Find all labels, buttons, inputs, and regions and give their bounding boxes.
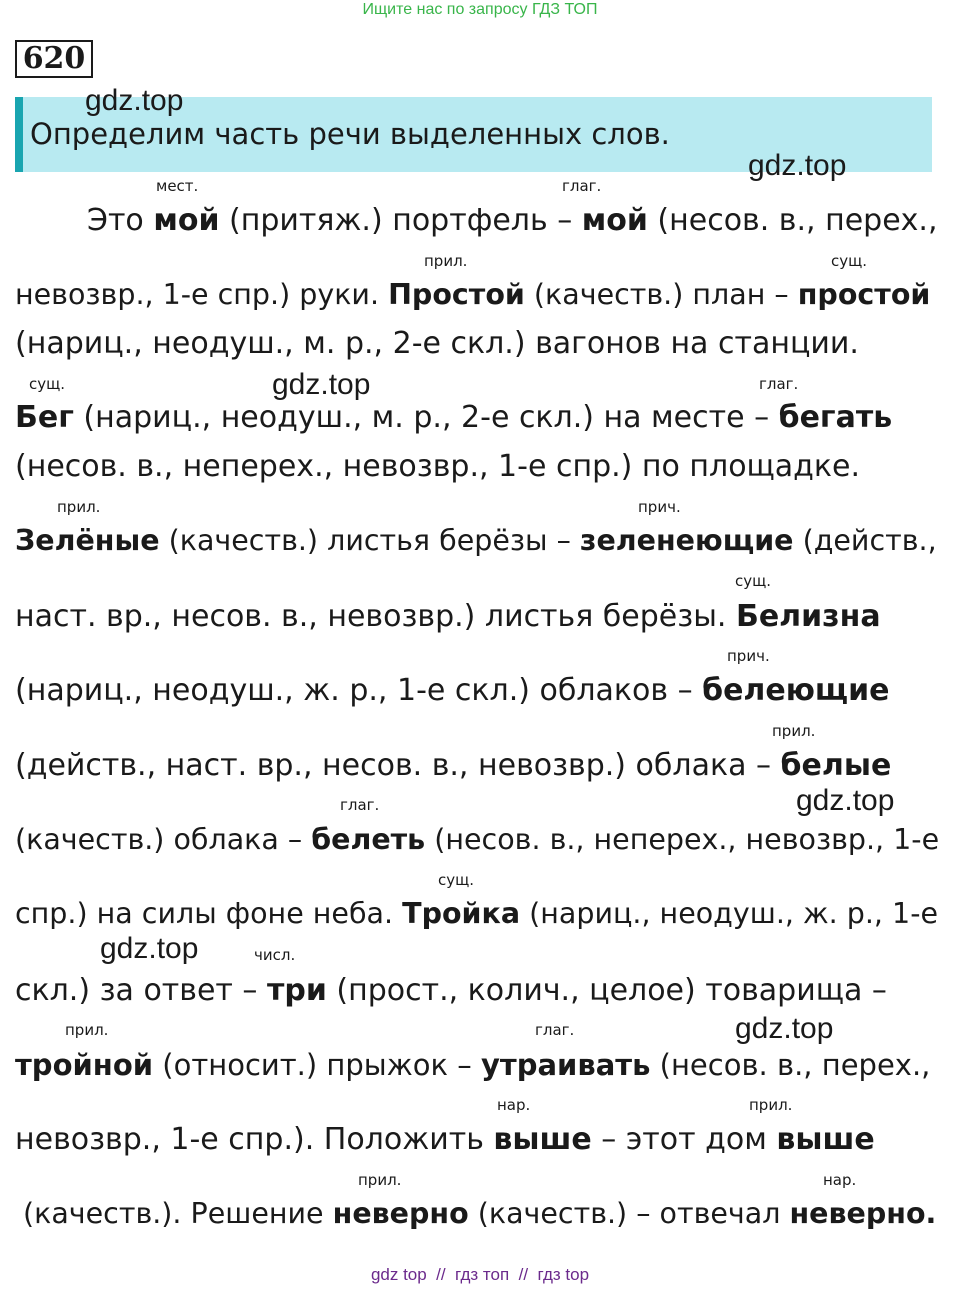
footer-links: gdz top // гдз топ // гдз top	[370, 1265, 590, 1284]
text-line: скл.) за ответ – три (прост., колич., целое) товарища –	[15, 973, 887, 1008]
pos-label: прил.	[358, 1171, 402, 1189]
text-line: невозвр., 1-е спр.) руки. Простой (качеств.) план – простой	[15, 278, 931, 311]
pos-label: нар.	[823, 1171, 857, 1189]
watermark: gdz.top	[85, 84, 184, 117]
pos-label: сущ.	[735, 572, 772, 590]
text-line: (нариц., неодуш., ж. р., 1-е скл.) облаков – белеющие	[15, 673, 890, 708]
pos-label: сущ.	[831, 252, 868, 270]
text-line: Это мой (притяж.) портфель – мой (несов. в., перех.,	[87, 203, 938, 238]
text-line: (качеств.). Решение неверно (качеств.) – отвечал неверно.	[23, 1197, 937, 1230]
pos-label: сущ.	[438, 871, 475, 889]
text-line: (качеств.) облака – белеть (несов. в., неперех., невозвр., 1-е	[15, 823, 940, 856]
watermark: gdz.top	[272, 368, 371, 401]
text-line: спр.) на силы фоне неба. Тройка (нариц., неодуш., ж. р., 1-е	[15, 897, 939, 930]
task-number: 620	[15, 40, 93, 78]
pos-label: глаг.	[759, 375, 799, 393]
pos-label: мест.	[156, 177, 199, 195]
pos-label: прил.	[749, 1096, 793, 1114]
text-line: Бег (нариц., неодуш., м. р., 2-е скл.) на месте – бегать	[15, 400, 893, 435]
pos-label: числ.	[254, 946, 296, 964]
pos-label: прил.	[57, 498, 101, 516]
pos-label: глаг.	[562, 177, 602, 195]
text-line: тройной (относит.) прыжок – утраивать (несов. в., перех.,	[15, 1048, 931, 1082]
pos-label: глаг.	[535, 1021, 575, 1039]
header-text: Определим часть речи выделенных слов.	[30, 117, 670, 151]
text-line: Зелёные (качеств.) листья берёзы – зеленеющие (действ.,	[15, 524, 937, 557]
pos-label: прич.	[727, 647, 770, 665]
pos-label: прич.	[638, 498, 681, 516]
top-banner: Ищите нас по запросу ГДЗ ТОП	[362, 1, 598, 18]
pos-label: прил.	[772, 722, 816, 740]
text-line: невозвр., 1-е спр.). Положить выше – этот дом выше	[15, 1122, 875, 1157]
text-line: (действ., наст. вр., несов. в., невозвр.) облака – белые	[15, 748, 892, 783]
watermark: gdz.top	[735, 1012, 834, 1045]
text-line: наст. вр., несов. в., невозвр.) листья берёзы. Белизна	[15, 599, 881, 634]
watermark: gdz.top	[748, 149, 847, 182]
text-line: (несов. в., неперех., невозвр., 1-е спр.) по площадке.	[15, 449, 861, 484]
watermark: gdz.top	[100, 932, 199, 965]
pos-label: прил.	[424, 252, 468, 270]
pos-label: прил.	[65, 1021, 109, 1039]
pos-label: нар.	[497, 1096, 531, 1114]
pos-label: глаг.	[340, 796, 380, 814]
pos-label: сущ.	[29, 375, 66, 393]
text-line: (нариц., неодуш., м. р., 2-е скл.) вагонов на станции.	[15, 326, 859, 361]
watermark: gdz.top	[796, 784, 895, 817]
